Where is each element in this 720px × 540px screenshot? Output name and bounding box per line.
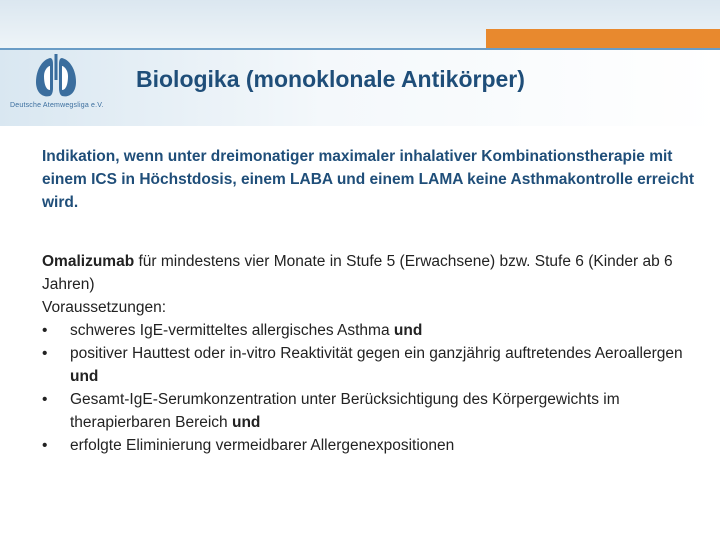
bullet-icon: •	[42, 437, 48, 454]
omalizumab-paragraph	[42, 250, 702, 296]
page-title: Biologika (monoklonale Antikörper)	[136, 66, 525, 92]
drug-name: Omalizumab	[42, 253, 135, 270]
prerequisites-list	[42, 319, 702, 457]
slide-header	[0, 0, 720, 128]
orange-accent-bar	[486, 29, 720, 48]
omalizumab-text: für mindestens vier Monate in Stufe 5 (Erwachsene) bzw. Stufe 6 (Kinder ab 6 Jahren)	[42, 253, 673, 293]
bullet-icon: •	[42, 391, 48, 408]
omalizumab-section	[42, 250, 702, 457]
list-item: • positiver Hauttest oder in-vitro Reaktivität gegen ein ganzjährig auftretendes Aeroallergen und	[42, 342, 702, 388]
lung-logo-icon	[28, 54, 84, 102]
bullet-icon: •	[42, 322, 48, 339]
prerequisites-label: Voraussetzungen:	[42, 299, 167, 316]
list-item: • Gesamt-IgE-Serumkonzentration unter Berücksichtigung des Körpergewichts im therapierbaren Bereich und	[42, 388, 702, 434]
bullet-icon: •	[42, 345, 48, 362]
indication-text: Indikation, wenn unter dreimonatiger maximaler inhalativer Kombinationstherapie mit einem ICS in Höchstdosis, einem LABA und einem LAMA keine Asthmakontrolle erreicht wird.	[42, 148, 694, 211]
list-item: • schweres IgE-vermitteltes allergisches Asthma und	[42, 319, 702, 342]
list-item: • erfolgte Eliminierung vermeidbarer Allergenexpositionen	[42, 434, 702, 457]
logo-caption: Deutsche Atemwegsliga e.V.	[10, 102, 104, 109]
header-divider	[0, 48, 720, 50]
